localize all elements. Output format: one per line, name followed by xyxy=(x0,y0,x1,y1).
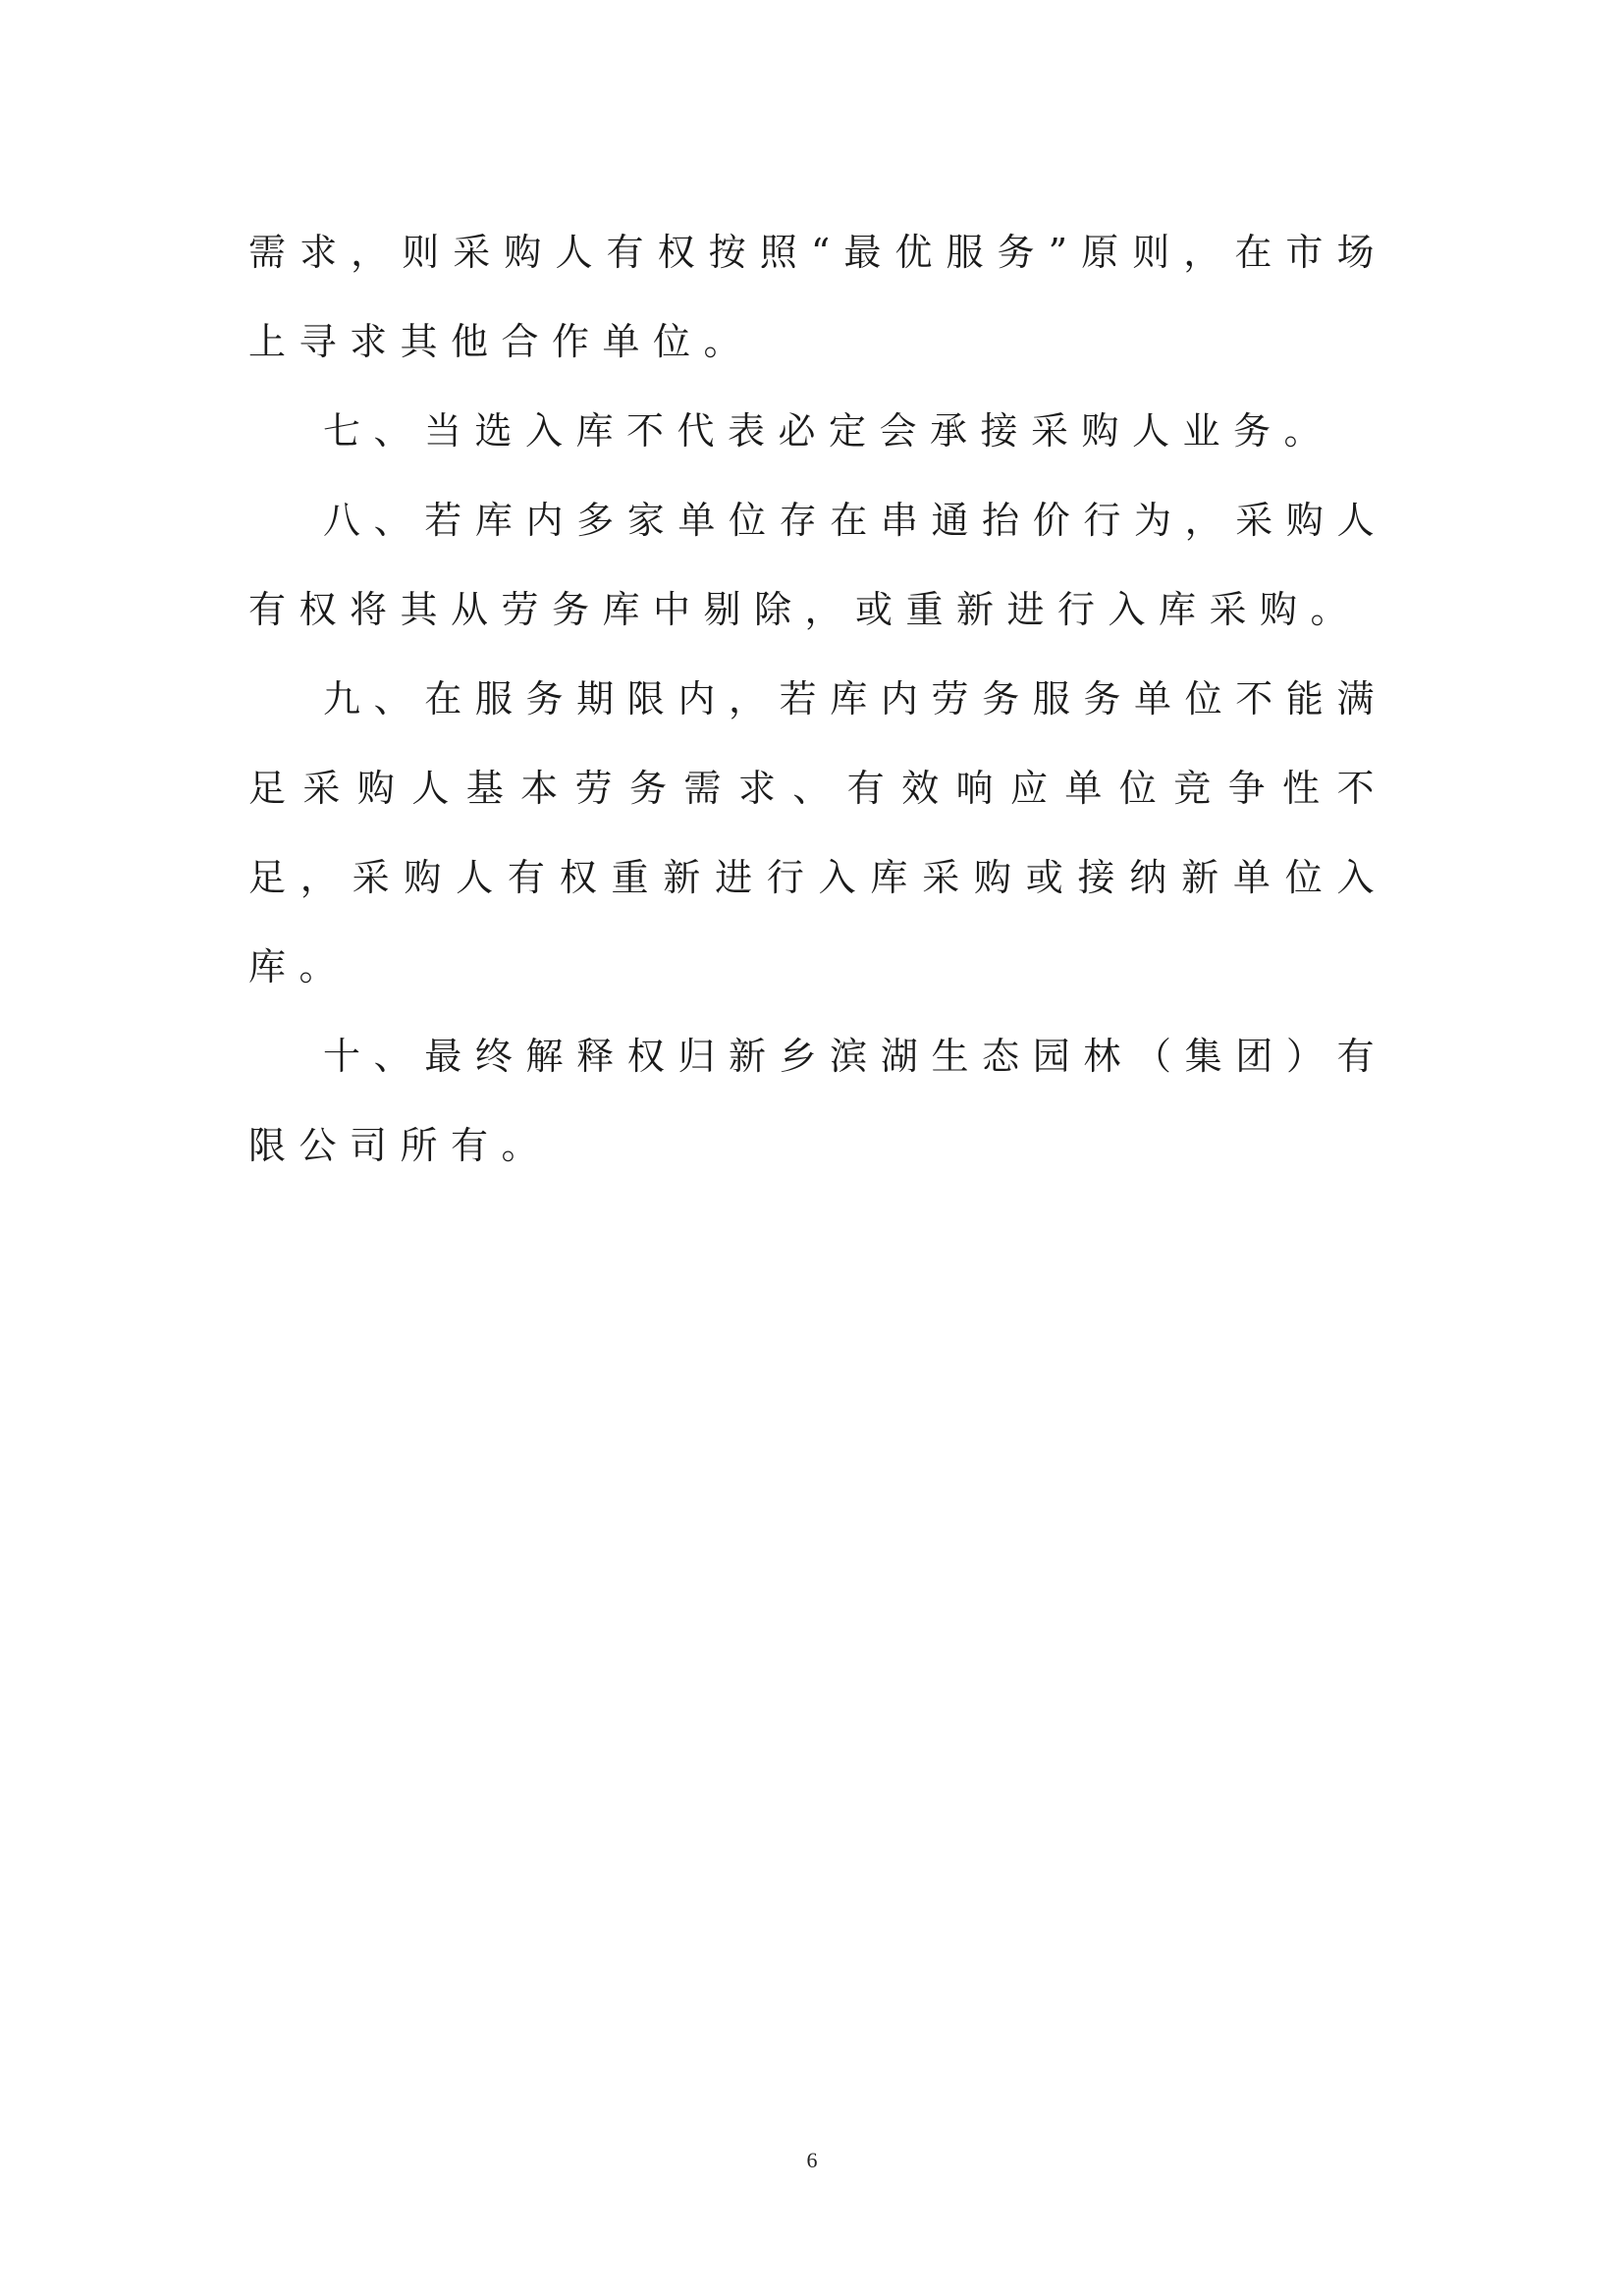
paragraph-clause-10: 十、最终解释权归新乡滨湖生态园林（集团）有限公司所有。 xyxy=(248,1035,1387,1167)
paragraph-clause-8: 八、若库内多家单位存在串通抬价行为，采购人有权将其从劳务库中剔除，或重新进行入库采购。 xyxy=(248,499,1387,631)
document-body xyxy=(248,208,1387,1191)
paragraph-continuation: 需求，则采购人有权按照“最优服务”原则，在市场上寻求其他合作单位。 xyxy=(248,231,1387,363)
paragraph-clause-9: 九、在服务期限内，若库内劳务服务单位不能满足采购人基本劳务需求、有效响应单位竞争性不足，采购人有权重新进行入库采购或接纳新单位入库。 xyxy=(248,677,1387,988)
paragraph-clause-7: 七、当选入库不代表必定会承接采购人业务。 xyxy=(323,409,1335,453)
page-number: 6 xyxy=(806,2148,818,2172)
